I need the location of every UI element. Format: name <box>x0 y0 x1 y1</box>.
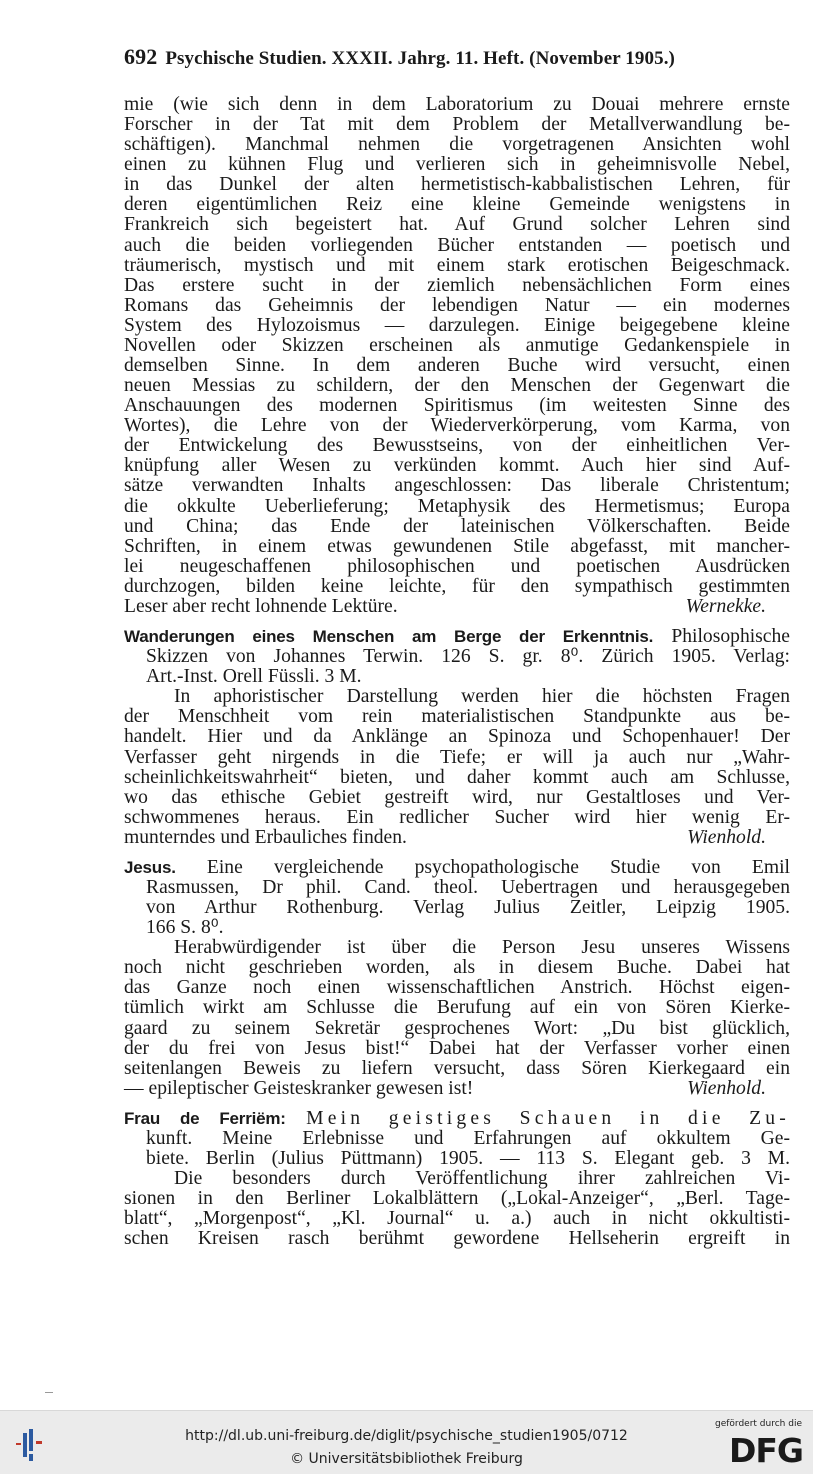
closing-text: munterndes und Erbauliches finden. <box>124 826 407 848</box>
text-line: das Ganze noch einen wissenschaftlichen Anstrich. Höchst eigen- <box>124 977 790 999</box>
page-number: 692 <box>124 44 158 69</box>
text-line: Romans das Geheimnis der lebendigen Natur — ein modernes <box>124 294 790 316</box>
text-line: träumerisch, mystisch und mit einem stark erotischen Beigeschmack. <box>124 254 790 276</box>
review-title-spaced: Mein geistiges Schauen in die Zu- <box>306 1107 790 1129</box>
text-line: lei neugeschaffenen philosophischen und poetischen Ausdrücken <box>124 555 790 577</box>
text-line: schwommenes heraus. Ein redlicher Sucher wird hier wenig Er- <box>124 806 790 828</box>
review-heading <box>124 858 790 878</box>
text-line: in das Dunkel der alten hermetistisch-kabbalistischen Lehren, für <box>124 174 790 196</box>
text-line: sätze verwandten Inhalts angeschlossen: Das liberale Christentum; <box>124 475 790 497</box>
text-line: tümlich wirkt am Schlusse die Berufung auf ein von Sören Kierke- <box>124 997 790 1019</box>
review-bibliography-line: Art.-Inst. Orell Füssli. 3 M. <box>146 666 362 688</box>
text-line: neuen Messias zu schildern, der den Menschen der Gegenwart die <box>124 375 790 397</box>
viewer-footer <box>0 1410 813 1474</box>
text-line: schäftigen). Manchmal nehmen die vorgetragenen Ansichten wohl <box>124 134 790 156</box>
text-line: System des Hylozoismus — darzulegen. Einige beigegebene kleine <box>124 314 790 336</box>
page-body <box>124 95 790 1249</box>
reviewer-signature: Wienhold. <box>687 826 766 848</box>
text-line: Herabwürdigender ist über die Person Jesu unseres Wissens <box>174 937 790 959</box>
dfg-logo[interactable]: DFG <box>728 1431 803 1470</box>
text-line: sionen in den Berliner Lokalblättern („Lokal-Anzeiger“, „Berl. Tage- <box>124 1188 790 1210</box>
text-line: wo das ethische Gebiet gestreift wird, nur Gestaltloses und Ver- <box>124 786 790 808</box>
text-line: Frankreich sich begeistert hat. Auf Grund solcher Lehren sind <box>124 214 790 236</box>
text-line: noch nicht geschrieben worden, als in diesem Buche. Dabei hat <box>124 957 790 979</box>
text-line: der Entwickelung des Bewusstseins, von der einheitlichen Ver- <box>124 435 790 457</box>
text-line: und China; das Ende der lateinischen Völkerschaften. Beide <box>124 515 790 537</box>
running-title: Psychische Studien. XXXII. Jahrg. 11. Heft. (November 1905.) <box>165 48 675 69</box>
review-title-rest: Philosophische <box>671 626 790 648</box>
text-line: Novellen oder Skizzen erscheinen als anmutige Gedankenspiele in <box>124 334 790 356</box>
review-title: Wanderungen eines Menschen am Berge der Erkenntnis. <box>124 627 654 647</box>
copyright-notice: © Universitätsbibliothek Freiburg <box>290 1451 523 1467</box>
text-line: Das erstere sucht in der ziemlich nebensächlichen Form eines <box>124 274 790 296</box>
text-line: knüpfung aller Wesen zu verkünden kommt. Auch hier sind Auf- <box>124 455 790 477</box>
review-bibliography-line: biete. Berlin (Julius Püttmann) 1905. — 113 S. Elegant geb. 3 M. <box>146 1147 790 1169</box>
review-bibliography-line: kunft. Meine Erlebnisse und Erfahrungen auf okkultem Ge- <box>146 1127 790 1149</box>
text-line: durchzogen, bilden keine leichte, für den sympathisch gestimmten <box>124 575 790 597</box>
text-line: mie (wie sich denn in dem Laboratorium zu Douai mehrere ernste <box>124 94 790 115</box>
text-line: der Menschheit vom rein materialistischen Standpunkte aus be- <box>124 706 790 728</box>
reviewer-signature: Wernekke. <box>685 595 766 617</box>
text-line: seitenlangen Beweis zu liefern versucht, dass Sören Kierkegaard ein <box>124 1057 790 1079</box>
text-line: schen Kreisen rasch berühmt gewordene Hellseherin ergreift in <box>124 1228 790 1250</box>
review-body <box>124 687 790 828</box>
text-line: einen zu kühnen Flug und verlieren sich in geheimnisvolle Nebel, <box>124 154 790 176</box>
text-line: Verfasser geht nirgends in die Tiefe; er will ja auch nur „Wahr- <box>124 746 790 768</box>
text-line: handelt. Hier und da Anklänge an Spinoza und Schopenhauer! Der <box>124 726 790 748</box>
text-line: Forscher in der Tat mit dem Problem der Metallverwandlung be- <box>124 114 790 136</box>
review-bibliography-line: Rasmussen, Dr phil. Cand. theol. Uebertragen und herausgegeben <box>146 876 790 898</box>
review-author: Frau de Ferriëm: <box>124 1108 286 1128</box>
text-line: Schriften, in einem etwas gewundenen Stile abgefasst, mit mancher- <box>124 535 790 557</box>
closing-line <box>124 828 790 848</box>
running-header <box>124 44 788 70</box>
text-line: die okkulte Ueberlieferung; Metaphysik des Hermetismus; Europa <box>124 495 790 517</box>
review-bibliography-line: von Arthur Rothenburg. Verlag Julius Zeitler, Leipzig 1905. <box>146 897 790 919</box>
closing-text: — epileptischer Geisteskranker gewesen ist! <box>124 1077 474 1099</box>
reviewer-signature: Wienhold. <box>687 1077 766 1099</box>
funder-note: gefördert durch die <box>715 1419 802 1429</box>
text-line: gaard zu seinem Sekretär gesprochenes Wort: „Du bist glücklich, <box>124 1017 790 1039</box>
permalink-url[interactable]: http://dl.ub.uni-freiburg.de/diglit/psychische_studien1905/0712 <box>185 1428 628 1444</box>
text-line: demselben Sinne. In dem anderen Buche wird versucht, einen <box>124 355 790 377</box>
review-title-rest: Eine vergleichende psychopathologische Studie von Emil <box>206 856 790 878</box>
review-heading <box>124 627 790 647</box>
text-line: Wortes), die Lehre von der Wiederverkörperung, vom Karma, von <box>124 415 790 437</box>
text-line: In aphoristischer Darstellung werden hier die höchsten Fragen <box>174 686 790 708</box>
review-paragraph-1 <box>124 95 790 597</box>
closing-text: Leser aber recht lohnende Lektüre. <box>124 595 398 617</box>
review-body <box>124 1169 790 1249</box>
review-bibliography-line: 166 S. 8⁰. <box>146 917 224 939</box>
review-title: Jesus. <box>124 857 176 877</box>
text-line: Anschauungen des modernen Spiritismus (im weitesten Sinne des <box>124 395 790 417</box>
text-line: scheinlichkeitswahrheit“ bieten, und daher kommt auch am Schlusse, <box>124 766 790 788</box>
text-line: blatt“, „Morgenpost“, „Kl. Journal“ u. a.) auch in nicht okkultisti- <box>124 1208 790 1230</box>
scan-mark <box>45 1392 53 1393</box>
review-bibliography-line: Skizzen von Johannes Terwin. 126 S. gr. 8⁰. Zürich 1905. Verlag: <box>146 646 790 668</box>
text-line: Die besonders durch Veröffentlichung ihrer zahlreichen Vi- <box>174 1168 790 1190</box>
text-line: deren eigentümlichen Reiz eine kleine Gemeinde wenigstens in <box>124 194 790 216</box>
text-line: auch die beiden vorliegenden Bücher entstanden — poetisch und <box>124 234 790 256</box>
text-line: der du frei von Jesus bist!“ Dabei hat der Verfasser vorher einen <box>124 1037 790 1059</box>
closing-line <box>124 597 790 617</box>
closing-line <box>124 1079 790 1099</box>
review-body <box>124 938 790 1079</box>
review-heading <box>124 1109 790 1129</box>
